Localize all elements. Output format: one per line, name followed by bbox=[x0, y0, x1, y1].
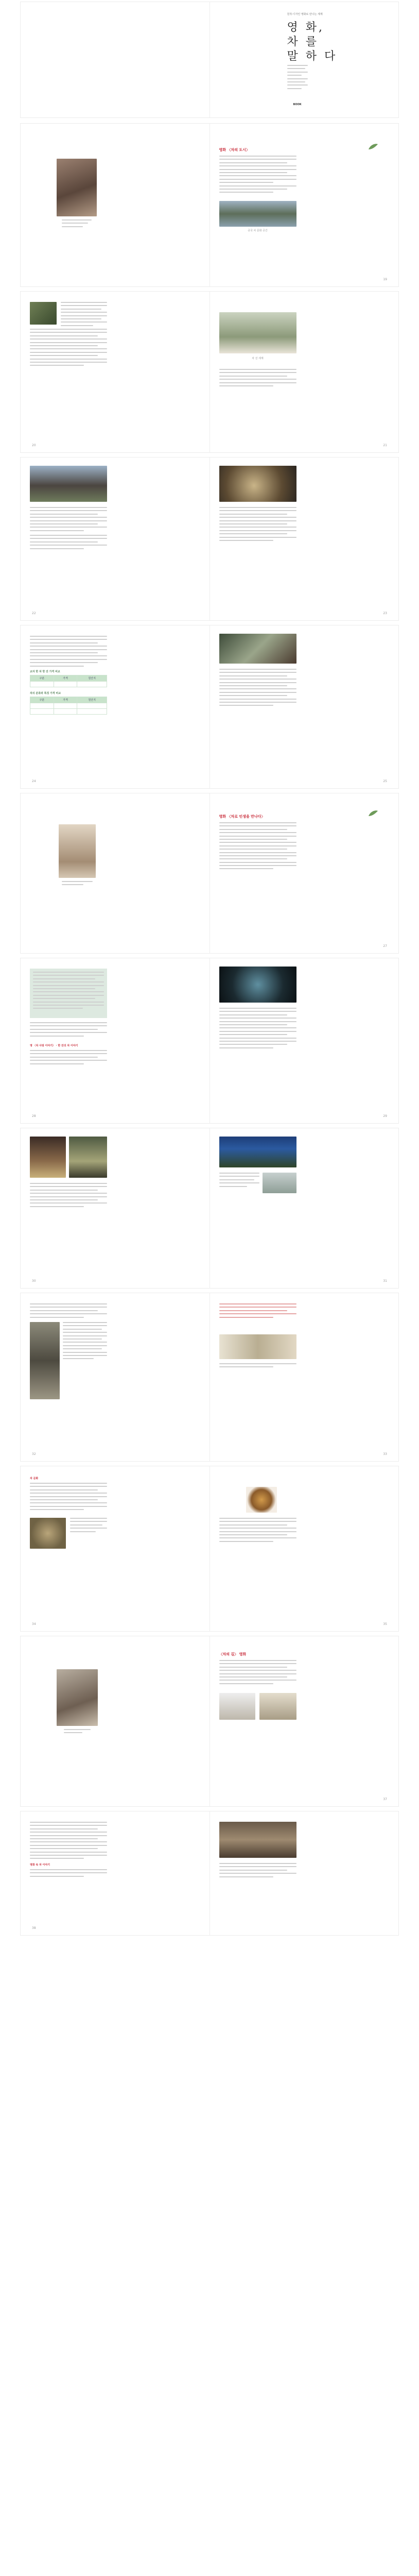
body-text-2 bbox=[30, 329, 107, 368]
street-photo bbox=[30, 1322, 60, 1399]
photo-caption: 차 선 세계 bbox=[252, 357, 264, 360]
cell bbox=[77, 703, 107, 709]
price-table-2 bbox=[30, 697, 107, 715]
body-text bbox=[219, 369, 296, 388]
red-list bbox=[219, 1303, 296, 1320]
page-left bbox=[21, 1811, 210, 1935]
body-text-2 bbox=[30, 1869, 107, 1879]
photo-caption bbox=[64, 1729, 91, 1736]
tea-leaves-photo bbox=[30, 1518, 66, 1549]
photo-caption bbox=[62, 219, 92, 229]
tea-set-photo-1 bbox=[30, 1137, 66, 1178]
illustration bbox=[259, 1693, 296, 1720]
page-right bbox=[210, 1636, 399, 1806]
landscape-photo bbox=[219, 1137, 296, 1167]
page-left bbox=[21, 1128, 210, 1288]
tea-cups-photo bbox=[219, 634, 296, 664]
page-number: 25 bbox=[383, 779, 387, 783]
th: 가격 bbox=[54, 697, 77, 703]
page-left bbox=[21, 1293, 210, 1461]
subheading: 영화 속 차 이야기 bbox=[30, 1863, 50, 1867]
teahouse-caption: 중국 차 문화 공간 bbox=[248, 229, 268, 232]
page-number: 19 bbox=[383, 278, 387, 281]
section-title: 〈차의 길〉 영화 bbox=[219, 1652, 247, 1656]
page-number: 28 bbox=[32, 1114, 36, 1118]
pavilion-photo bbox=[263, 1173, 296, 1193]
cell bbox=[77, 709, 107, 715]
body-text-2 bbox=[63, 1322, 107, 1362]
page-left bbox=[21, 124, 210, 286]
page-number: 37 bbox=[383, 1798, 387, 1801]
cover-title-1: 영 화, bbox=[287, 21, 324, 34]
spread-5 bbox=[21, 793, 398, 953]
table-title-2: 차의 분류와 특징 가격 비교 bbox=[30, 692, 61, 695]
tea-cup-photo bbox=[246, 1487, 277, 1513]
page-right bbox=[210, 1293, 399, 1461]
page-right bbox=[210, 1466, 399, 1631]
page-number: 21 bbox=[383, 444, 387, 447]
page-right bbox=[210, 124, 399, 286]
body-text bbox=[219, 1660, 296, 1686]
cell bbox=[30, 703, 54, 709]
spread-4 bbox=[21, 625, 398, 788]
leaf-icon bbox=[368, 143, 379, 150]
spread-9 bbox=[21, 1466, 398, 1631]
sepia-photo bbox=[57, 159, 97, 216]
th: 가격 bbox=[54, 675, 77, 682]
body-text-2 bbox=[30, 535, 107, 551]
building-photo bbox=[30, 466, 107, 502]
th: 구분 bbox=[30, 697, 54, 703]
body-text bbox=[219, 1363, 296, 1370]
section-title: 영화 〈차의 도시〉 bbox=[219, 148, 250, 152]
page-number: 23 bbox=[383, 612, 387, 615]
body-text bbox=[30, 1303, 107, 1320]
spread-10 bbox=[21, 1636, 398, 1806]
page-left bbox=[21, 457, 210, 620]
page-number: 31 bbox=[383, 1279, 387, 1283]
body-text bbox=[30, 1022, 107, 1039]
body-text bbox=[219, 156, 296, 195]
page-right bbox=[210, 457, 399, 620]
page-number: 38 bbox=[32, 1926, 36, 1930]
portrait-photo bbox=[57, 1669, 98, 1726]
cover-right-page bbox=[210, 2, 399, 117]
tea-ceremony-photo bbox=[219, 312, 296, 353]
boxed-text bbox=[33, 972, 104, 1011]
body-text bbox=[219, 1173, 259, 1189]
spread-3 bbox=[21, 457, 398, 620]
tea-plate-photo bbox=[219, 466, 296, 502]
page-right bbox=[210, 793, 399, 953]
cell bbox=[54, 709, 77, 715]
page-right bbox=[210, 958, 399, 1123]
page-number: 20 bbox=[32, 444, 36, 447]
page-number: 33 bbox=[383, 1452, 387, 1456]
body-text bbox=[30, 1183, 107, 1209]
spread-8 bbox=[21, 1293, 398, 1461]
body-text bbox=[219, 1008, 296, 1050]
street-scene bbox=[219, 1822, 296, 1858]
body-text bbox=[30, 636, 107, 669]
spread-7 bbox=[21, 1128, 398, 1288]
page-number: 30 bbox=[32, 1279, 36, 1283]
dark-tea-photo bbox=[219, 967, 296, 1003]
page-left bbox=[21, 625, 210, 788]
page-left bbox=[21, 958, 210, 1123]
body-text bbox=[30, 1483, 107, 1513]
leaf-icon bbox=[368, 810, 379, 817]
cover-title-2: 차 를 bbox=[287, 36, 319, 48]
spread-1 bbox=[21, 124, 398, 286]
page-right bbox=[210, 292, 399, 452]
body-text bbox=[219, 1863, 296, 1879]
cover-publisher: BOOK bbox=[293, 103, 302, 106]
cover-title-3: 말 하 다 bbox=[287, 50, 338, 63]
section-heading: 차 문화 bbox=[30, 1477, 39, 1480]
body-text bbox=[219, 822, 296, 872]
sepia-poster bbox=[59, 824, 96, 878]
cover-contents-list bbox=[287, 65, 308, 91]
page-left bbox=[21, 292, 210, 452]
cover-left-page bbox=[21, 2, 210, 117]
spread-2 bbox=[21, 292, 398, 452]
subheading: 영 〈차 사랑 이야기〉 · 한 잔의 차 이야기 bbox=[30, 1044, 78, 1047]
cover-series-label: 원작·디자인 영화로 만나는 세계 bbox=[287, 13, 323, 16]
page-left bbox=[21, 793, 210, 953]
tea-set-photo-2 bbox=[69, 1137, 107, 1178]
page-number: 32 bbox=[32, 1452, 36, 1456]
spread-11 bbox=[21, 1811, 398, 1935]
quote-text bbox=[70, 1518, 107, 1534]
page-right bbox=[210, 625, 399, 788]
page-number: 35 bbox=[383, 1622, 387, 1626]
body-text bbox=[30, 1822, 107, 1861]
page-number: 27 bbox=[383, 944, 387, 948]
cell bbox=[54, 682, 77, 687]
page-number: 22 bbox=[32, 612, 36, 615]
price-table-1 bbox=[30, 675, 107, 687]
spread-cover bbox=[21, 2, 398, 117]
page-right bbox=[210, 1128, 399, 1288]
spread-6 bbox=[21, 958, 398, 1123]
ink-painting bbox=[219, 1693, 255, 1720]
body-text bbox=[61, 302, 107, 328]
page-right bbox=[210, 1811, 399, 1935]
cell bbox=[77, 682, 107, 687]
cell bbox=[30, 709, 54, 715]
th: 구분 bbox=[30, 675, 54, 682]
body-text bbox=[219, 1518, 296, 1544]
figure-photo bbox=[30, 302, 57, 325]
th: 원산지 bbox=[77, 697, 107, 703]
cell bbox=[54, 703, 77, 709]
body-text-2 bbox=[30, 1050, 107, 1066]
page-left bbox=[21, 1636, 210, 1806]
page-left bbox=[21, 1466, 210, 1631]
th: 원산지 bbox=[77, 675, 107, 682]
teahouse-photo bbox=[219, 201, 296, 227]
body-text bbox=[219, 507, 296, 543]
poster-caption bbox=[62, 881, 93, 888]
page-number: 24 bbox=[32, 779, 36, 783]
painting-photo bbox=[219, 1334, 296, 1359]
table-title-1: 교자 한 차 한 잔 가격 비교 bbox=[30, 670, 60, 673]
body-text bbox=[219, 669, 296, 708]
cell bbox=[30, 682, 54, 687]
body-text bbox=[30, 507, 107, 533]
section-title: 영화 〈차로 인생을 만나다〉 bbox=[219, 815, 265, 819]
page-number: 34 bbox=[32, 1622, 36, 1626]
page-number: 29 bbox=[383, 1114, 387, 1118]
